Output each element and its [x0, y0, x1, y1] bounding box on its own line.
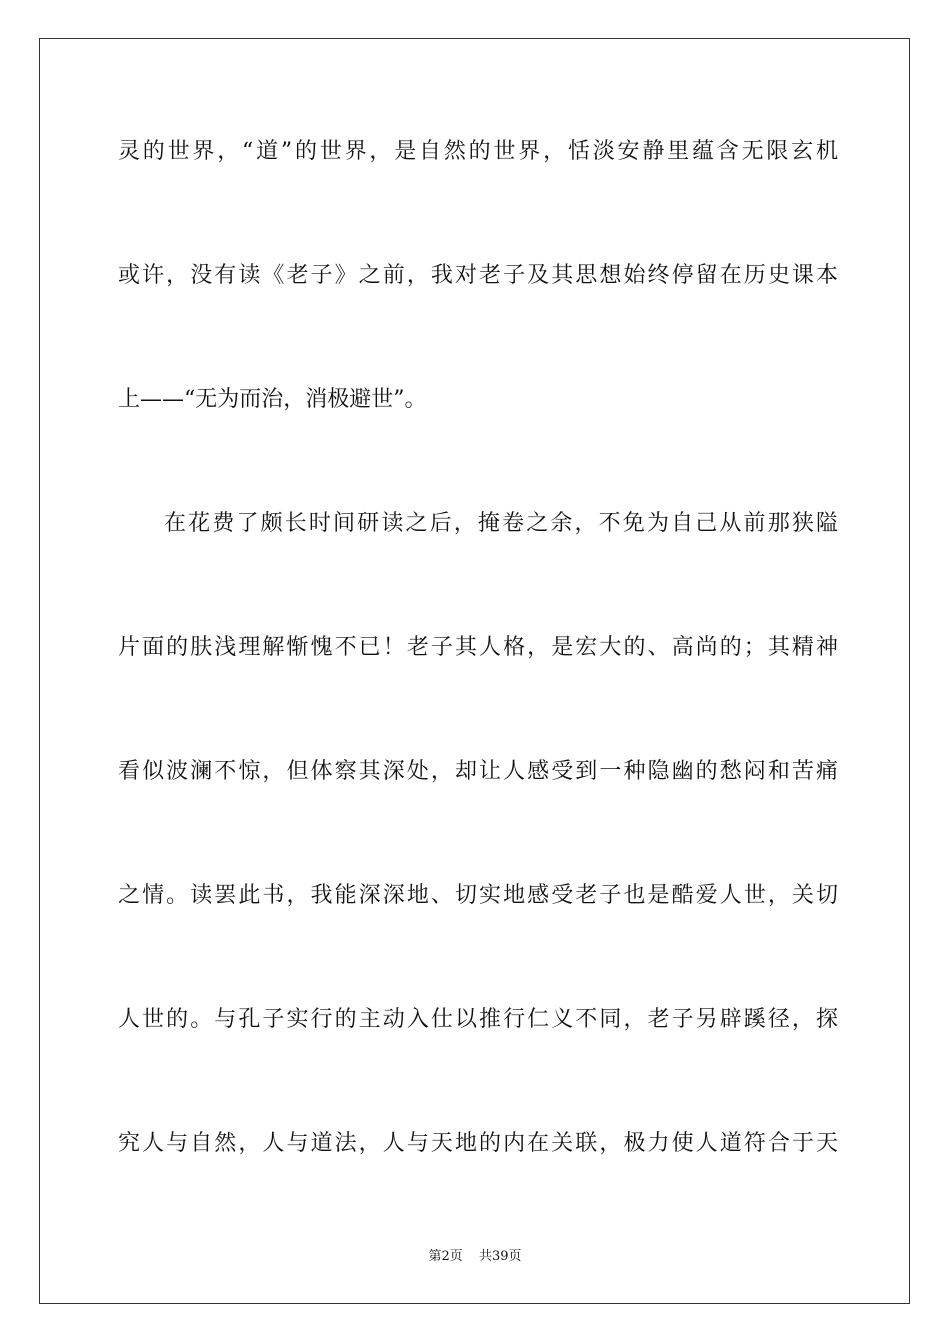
text-line: 看似波澜不惊，但体察其深处，却让人感受到一种隐幽的愁闷和苦痛: [118, 759, 838, 784]
text-line: 究人与自然，人与道法，人与天地的内在关联，极力使人道符合于天: [118, 1131, 838, 1156]
text-line: 上——“无为而治，消极避世”。: [118, 387, 427, 412]
page-footer: [0, 1245, 950, 1264]
text-line: 之情。读罢此书，我能深深地、切实地感受老子也是酷爱人世，关切: [118, 883, 838, 908]
total-pages: 共39页: [478, 1249, 522, 1264]
text-line: 片面的肤浅理解惭愧不已！老子其人格，是宏大的、高尚的；其精神: [118, 635, 838, 660]
paragraph-first-line: 在花费了颇长时间研读之后，掩卷之余，不免为自己从前那狭隘: [164, 511, 838, 536]
text-line: 或许，没有读《老子》之前，我对老子及其思想始终停留在历史课本: [118, 263, 838, 288]
text-line: 人世的。与孔子实行的主动入仕以推行仁义不同，老子另辟蹊径，探: [118, 1007, 838, 1032]
page-number: 第2页: [428, 1249, 463, 1264]
text-line: 灵的世界，“道”的世界，是自然的世界，恬淡安静里蕴含无限玄机: [118, 139, 838, 164]
page-border: [39, 38, 910, 1304]
